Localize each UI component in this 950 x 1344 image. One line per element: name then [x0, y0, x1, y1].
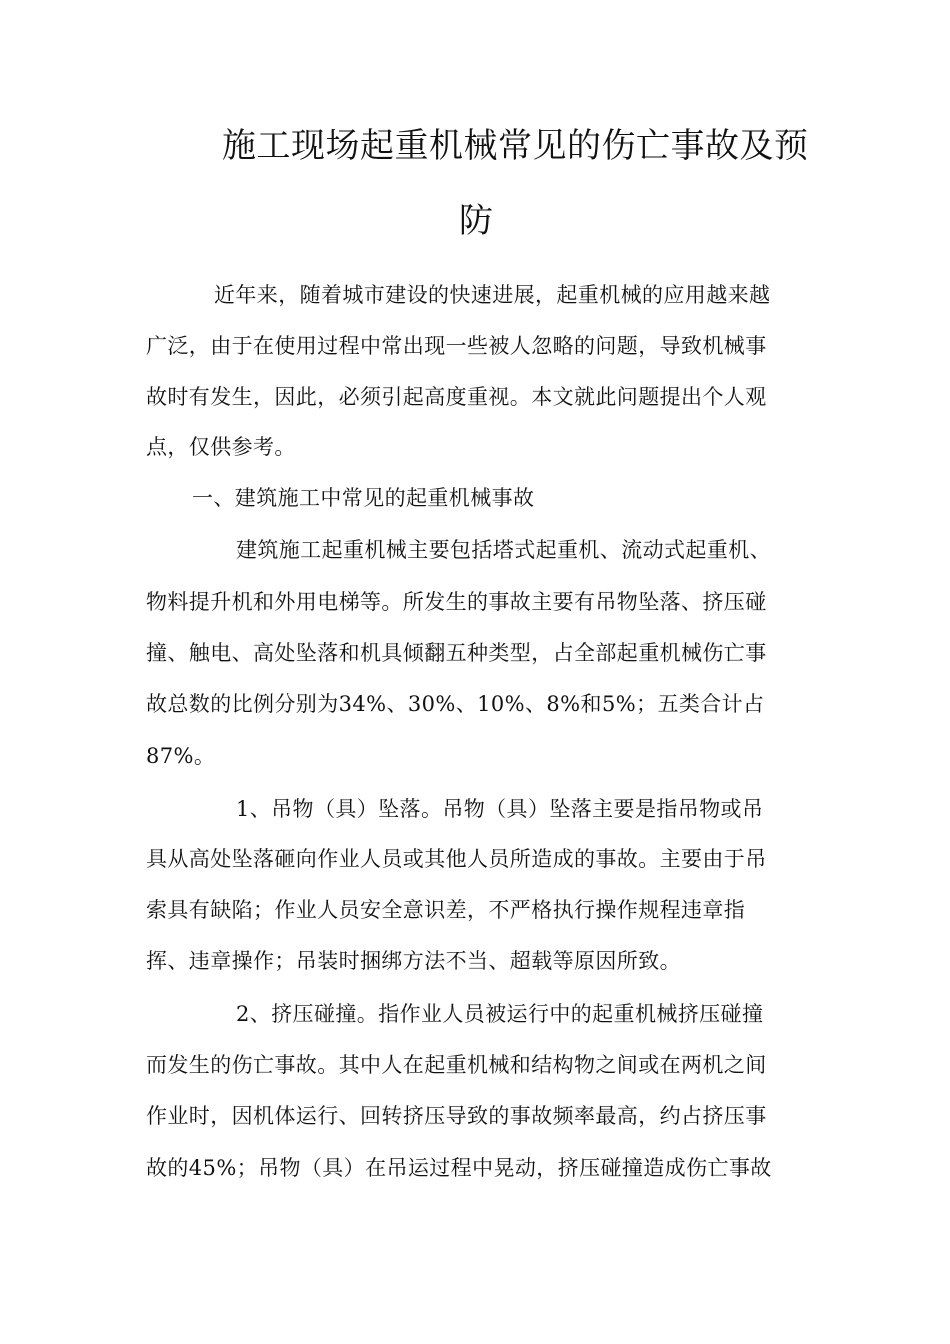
- section-heading: 一、建筑施工中常见的起重机械事故: [192, 486, 535, 510]
- paragraph-1-line-5: 87%。: [146, 744, 216, 768]
- intro-line-4: 点，仅供参考。: [146, 435, 296, 459]
- intro-line-1: 近年来，随着城市建设的快速进展，起重机械的应用越来越: [214, 283, 771, 307]
- paragraph-2-line-2: 具从高处坠落砸向作业人员或其他人员所造成的事故。主要由于吊: [146, 847, 767, 871]
- paragraph-2-line-3: 索具有缺陷；作业人员安全意识差，不严格执行操作规程违章指: [146, 898, 746, 922]
- intro-line-2: 广泛，由于在使用过程中常出现一些被人忽略的问题，导致机械事: [146, 334, 767, 358]
- paragraph-3-line-3: 作业时，因机体运行、回转挤压导致的事故频率最高，约占挤压事: [146, 1104, 767, 1128]
- paragraph-1-line-4: 故总数的比例分别为34%、30%、10%、8%和5%；五类合计占: [146, 692, 765, 716]
- paragraph-3-line-4: 故的45%；吊物（具）在吊运过程中晃动，挤压碰撞造成伤亡事故: [146, 1156, 772, 1180]
- paragraph-2-line-1: 1、吊物（具）坠落。吊物（具）坠落主要是指吊物或吊: [236, 797, 764, 821]
- paragraph-1-line-3: 撞、触电、高处坠落和机具倾翻五种类型，占全部起重机械伤亡事: [146, 641, 767, 665]
- intro-line-3: 故时有发生，因此，必须引起高度重视。本文就此问题提出个人观: [146, 385, 767, 409]
- paragraph-1-line-1: 建筑施工起重机械主要包括塔式起重机、流动式起重机、: [236, 538, 771, 562]
- paragraph-3-line-2: 而发生的伤亡事故。其中人在起重机械和结构物之间或在两机之间: [146, 1053, 767, 1077]
- paragraph-3-line-1: 2、挤压碰撞。指作业人员被运行中的起重机械挤压碰撞: [236, 1002, 764, 1026]
- paragraph-2-line-4: 挥、违章操作；吊装时捆绑方法不当、超载等原因所致。: [146, 949, 681, 973]
- document-title-line-2: 防: [459, 201, 494, 241]
- document-title-line-1: 施工现场起重机械常见的伤亡事故及预: [222, 126, 809, 166]
- paragraph-1-line-2: 物料提升机和外用电梯等。所发生的事故主要有吊物坠落、挤压碰: [146, 590, 767, 614]
